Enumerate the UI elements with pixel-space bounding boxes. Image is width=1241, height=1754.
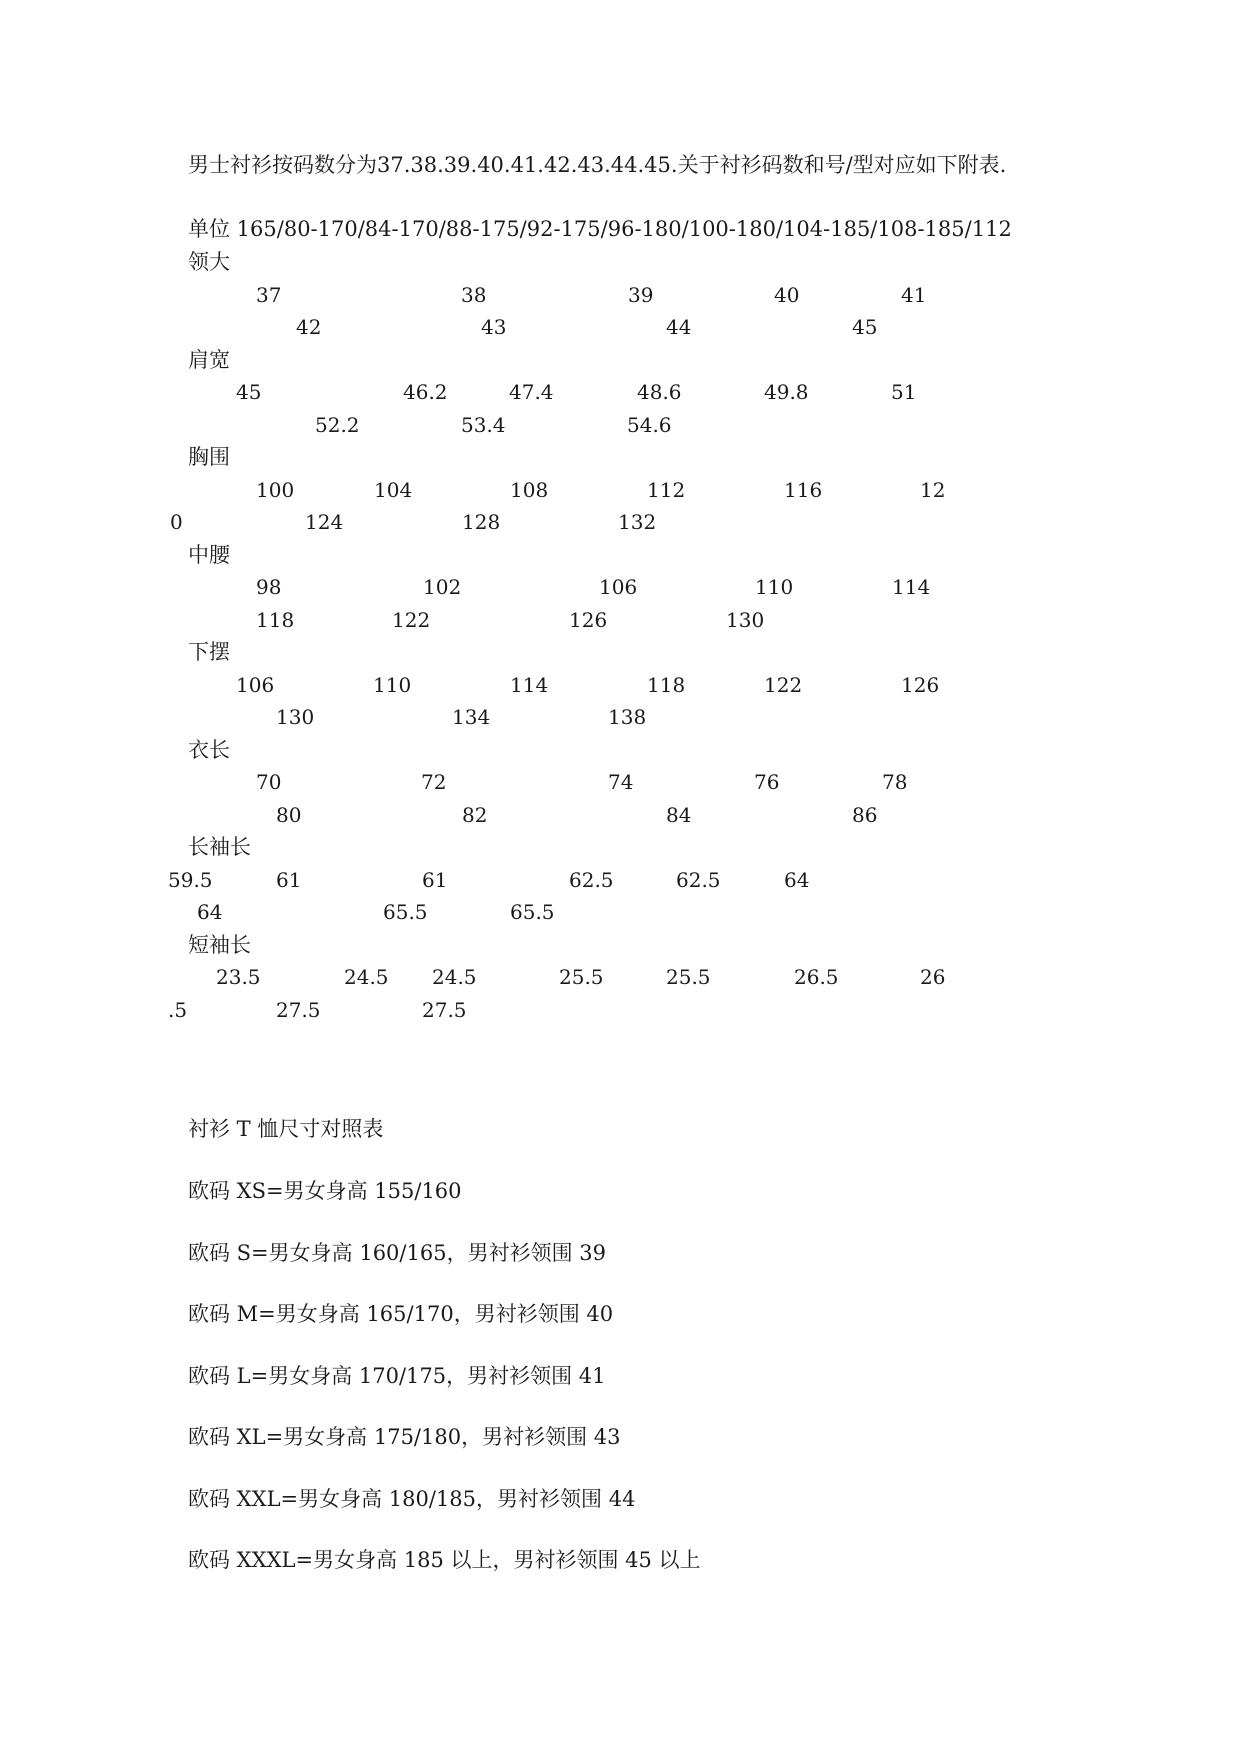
measure-value: 47.4 xyxy=(509,380,554,404)
measure-value: 39 xyxy=(628,282,654,307)
size-table xyxy=(168,246,1058,1026)
measure-value: 80 xyxy=(276,802,302,827)
measure-value: 106 xyxy=(599,575,638,599)
measure-value: 126 xyxy=(901,672,940,697)
measure-value: 130 xyxy=(276,705,315,729)
measure-value: 110 xyxy=(755,575,794,599)
eu-size-item: 欧码 S=男女身高 160/165，男衬衫领围 39 xyxy=(188,1240,606,1265)
measure-value: 45 xyxy=(852,315,878,339)
eu-size-item: 欧码 XXL=男女身高 180/185，男衬衫领围 44 xyxy=(188,1486,636,1511)
measure-value: 114 xyxy=(510,672,549,697)
measure-values-line xyxy=(188,604,1058,637)
measure-value: 118 xyxy=(256,607,295,632)
measure-value: 126 xyxy=(569,607,608,632)
measure-values-line xyxy=(188,311,1058,344)
eu-size-list xyxy=(188,1176,701,1607)
measure-value: 25.5 xyxy=(666,965,711,989)
measure-values-line xyxy=(188,799,1058,832)
measure-value: 44 xyxy=(666,315,692,339)
measure-value: 64 xyxy=(784,867,810,892)
eu-size-item: 欧码 L=男女身高 170/175，男衬衫领围 41 xyxy=(188,1363,606,1388)
measure-values-line xyxy=(168,864,1058,897)
measure-values-line xyxy=(168,994,1058,1027)
units-row: 单位 165/80-170/84-170/88-175/92-175/96-180/100-180/104-185/108-185/112 xyxy=(188,217,1012,241)
measure-value: 84 xyxy=(666,802,692,827)
measure-label: 短袖长 xyxy=(188,932,251,957)
measure-value: 76 xyxy=(754,770,780,794)
measure-value: 132 xyxy=(618,510,657,534)
measure-label: 胸围 xyxy=(188,445,230,469)
measure-value: 118 xyxy=(647,672,686,697)
measure-value: 51 xyxy=(891,380,917,404)
measure-values-line xyxy=(188,279,1058,312)
measure-value: 43 xyxy=(481,315,507,339)
measure-value: 128 xyxy=(462,510,501,534)
measure-value: 54.6 xyxy=(627,412,672,437)
measure-value: 12 xyxy=(920,477,946,502)
measure-label: 肩宽 xyxy=(188,347,230,372)
measure-value: 27.5 xyxy=(422,997,467,1022)
measure-value: 65.5 xyxy=(383,900,428,924)
measure-value: 27.5 xyxy=(276,997,321,1022)
measure-value: 108 xyxy=(510,477,549,502)
measure-values-line xyxy=(170,506,1058,539)
measure-values-line xyxy=(188,474,1058,507)
measure-value: 62.5 xyxy=(676,867,721,892)
measure-value: .5 xyxy=(168,997,188,1022)
eu-size-item: 欧码 M=男女身高 165/170，男衬衫领围 40 xyxy=(188,1302,614,1326)
measure-value: 25.5 xyxy=(559,965,604,989)
measure-value: 49.8 xyxy=(764,380,809,404)
measure-values-line xyxy=(188,701,1058,734)
measure-label: 衣长 xyxy=(188,737,230,762)
measure-value: 24.5 xyxy=(344,965,389,989)
measure-value: 41 xyxy=(901,282,927,307)
measure-label: 长袖长 xyxy=(188,835,251,859)
measure-value: 104 xyxy=(374,477,413,502)
measure-value: 52.2 xyxy=(315,412,360,437)
measure-value: 78 xyxy=(882,770,908,794)
measure-value: 61 xyxy=(276,867,302,892)
section-title: 衬衫 T 恤尺寸对照表 xyxy=(188,1117,384,1141)
measure-values-line xyxy=(188,571,1058,604)
measure-values-line xyxy=(188,896,1058,929)
measure-value: 46.2 xyxy=(403,380,448,404)
measure-value: 62.5 xyxy=(569,867,614,892)
measure-value: 122 xyxy=(392,607,431,632)
measure-value: 24.5 xyxy=(432,965,477,989)
measure-values-line xyxy=(188,669,1058,702)
measure-value: 106 xyxy=(236,672,275,697)
measure-value: 74 xyxy=(608,770,634,794)
measure-value: 138 xyxy=(608,705,647,729)
measure-value: 100 xyxy=(256,477,295,502)
measure-value: 70 xyxy=(256,770,282,794)
measure-value: 26.5 xyxy=(794,965,839,989)
measure-value: 110 xyxy=(373,672,412,697)
measure-label: 中腰 xyxy=(188,542,230,567)
measure-value: 82 xyxy=(462,802,488,827)
measure-value: 59.5 xyxy=(168,867,213,892)
measure-value: 64 xyxy=(197,900,223,924)
measure-value: 23.5 xyxy=(216,965,261,989)
measure-value: 0 xyxy=(170,510,183,534)
measure-value: 48.6 xyxy=(637,380,682,404)
measure-value: 72 xyxy=(421,770,447,794)
measure-value: 116 xyxy=(784,477,823,502)
measure-value: 53.4 xyxy=(461,412,506,437)
measure-value: 130 xyxy=(726,607,765,632)
eu-size-item: 欧码 XXXL=男女身高 185 以上，男衬衫领围 45 以上 xyxy=(188,1548,701,1572)
measure-value: 37 xyxy=(256,282,282,307)
measure-value: 45 xyxy=(236,380,262,404)
measure-value: 42 xyxy=(296,315,322,339)
measure-values-line xyxy=(188,376,1058,409)
measure-value: 98 xyxy=(256,575,282,599)
measure-value: 65.5 xyxy=(510,900,555,924)
measure-value: 124 xyxy=(305,510,344,534)
measure-label: 领大 xyxy=(188,250,230,274)
measure-value: 102 xyxy=(423,575,462,599)
measure-values-line xyxy=(188,409,1058,442)
eu-size-item: 欧码 XL=男女身高 175/180，男衬衫领围 43 xyxy=(188,1425,621,1449)
measure-label: 下摆 xyxy=(188,640,230,664)
measure-value: 40 xyxy=(774,282,800,307)
measure-value: 86 xyxy=(852,802,878,827)
measure-value: 61 xyxy=(422,867,448,892)
intro-paragraph: 男士衬衫按码数分为37.38.39.40.41.42.43.44.45.关于衬衫码数和号/型对应如下附表. xyxy=(188,153,1007,177)
measure-value: 134 xyxy=(452,705,491,729)
measure-value: 38 xyxy=(461,282,487,307)
measure-value: 26 xyxy=(920,965,946,989)
measure-values-line xyxy=(188,961,1058,994)
measure-value: 122 xyxy=(764,672,803,697)
eu-size-item: 欧码 XS=男女身高 155/160 xyxy=(188,1179,462,1203)
measure-value: 114 xyxy=(892,575,931,599)
measure-value: 112 xyxy=(647,477,686,502)
measure-values-line xyxy=(188,766,1058,799)
